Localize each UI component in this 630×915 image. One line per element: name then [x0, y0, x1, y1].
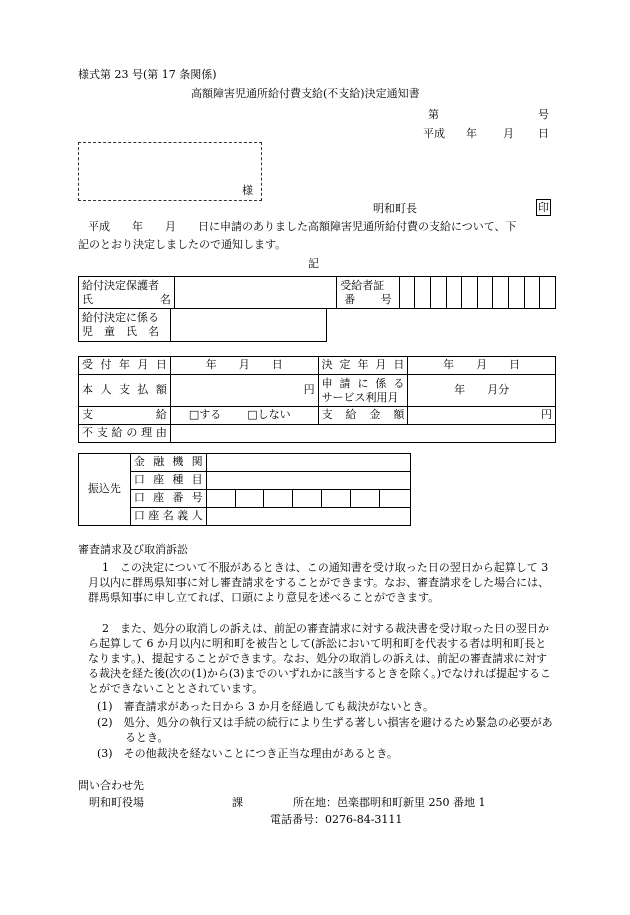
reason-label: 不支給の理由: [79, 425, 171, 443]
guardian-name-label: [79, 277, 175, 309]
reason-field[interactable]: [170, 425, 555, 443]
guardian-label-line1: 給付決定保護者: [82, 278, 159, 292]
guardian-label-char-1: 氏: [82, 292, 93, 306]
date-year: 年: [466, 127, 477, 140]
contact-phone: 電話番号：0276-84-3111: [270, 813, 403, 826]
doc-number-suffix: 号: [538, 108, 549, 121]
decision-date-label: 決定年月日: [318, 357, 408, 375]
child-name-label: [79, 309, 171, 342]
account-digit-4[interactable]: [293, 490, 322, 508]
certificate-digit-10[interactable]: [540, 277, 556, 309]
contact-heading: 問い合わせ先: [78, 779, 144, 792]
cert-label-char-1: 番: [344, 292, 356, 306]
decision-date-value[interactable]: 年 月 日: [408, 357, 556, 375]
certificate-digit-7[interactable]: [493, 277, 509, 309]
payment-label: 支 給: [79, 407, 171, 425]
issuer-name: 明和町長: [373, 202, 417, 215]
contact-section: 課: [232, 796, 243, 809]
account-digit-6[interactable]: [351, 490, 380, 508]
document-title: 高額障害児通所給付費支給(不支給)決定通知書: [191, 87, 420, 100]
notice-paragraph-2: 2 また、処分の取消しの訴えは、前記の審査請求に対する裁決書を受け取った日の翌日から起算して 6 か月以内に明和町を被告として(訴訟において明和町を代表する者は明和町長となります。)、提起することができます。なお、処分の取消しの訴えは、前記の審査請求に対する裁決を経た後(次の(1)から(3)までのいずれかに該当するときを除く。)でなければ提起することができないこととされています。: [88, 622, 552, 695]
account-holder-label: 口座名義人: [130, 508, 206, 526]
certificate-digit-2[interactable]: [415, 277, 431, 309]
notice-item-2: (2) 処分、処分の執行又は手続の続行により生ずる著しい損害を避けるため緊急の必要があるとき。: [97, 716, 553, 744]
received-date-value[interactable]: 年 月 日: [170, 357, 318, 375]
guardian-name-field[interactable]: [174, 277, 336, 309]
self-pay-label: 本人支払額: [79, 375, 171, 407]
certificate-digit-1[interactable]: [399, 277, 415, 309]
form-number: 様式第 23 号(第 17 条関係): [78, 68, 217, 81]
notice-item-3: (3) その他裁決を経ないことにつき正当な理由があるとき。: [97, 747, 398, 760]
certificate-digit-4[interactable]: [446, 277, 462, 309]
child-label-line1: 給付決定に係る: [82, 311, 159, 324]
recipient-address-box[interactable]: [78, 142, 262, 201]
account-number-label: 口座番号: [130, 490, 206, 508]
account-holder-field[interactable]: [206, 508, 410, 526]
intro-line-2: 記のとおり決定しましたので通知します。: [78, 238, 287, 251]
received-date-label: 受付年月日: [79, 357, 171, 375]
amount-label: 支給金額: [318, 407, 408, 425]
account-type-field[interactable]: [206, 472, 410, 490]
contact-address: 所在地：邑楽郡明和町新里 250 番地 1: [293, 796, 486, 809]
service-month-value[interactable]: 年 月分: [408, 375, 556, 407]
payment-option-no[interactable]: □しない: [244, 407, 318, 425]
child-info-table: [78, 308, 327, 342]
child-label-line2: 児 童 氏 名: [82, 325, 159, 338]
payment-option-yes[interactable]: □する: [170, 407, 244, 425]
child-name-field[interactable]: [170, 309, 326, 342]
guardian-label-char-2: 名: [159, 292, 171, 306]
seal-mark: 印: [538, 201, 549, 214]
intro-line-1: 平成 年 月 日に申請のありました高額障害児通所給付費の支給について、下: [88, 220, 517, 233]
date-day: 日: [538, 127, 549, 140]
certificate-number-label: [337, 277, 399, 309]
cert-label-char-2: 号: [380, 292, 392, 306]
account-digit-7[interactable]: [380, 490, 411, 508]
notice-item-1: (1) 審査請求があった日から 3 か月を経過しても裁決がないとき。: [97, 700, 435, 713]
notice-heading: 審査請求及び取消訴訟: [78, 543, 188, 556]
service-label-line2: サービス利用月: [321, 390, 399, 404]
date-month: 月: [503, 127, 514, 140]
bank-table: [78, 453, 411, 526]
service-month-label: [318, 375, 408, 407]
certificate-digit-8[interactable]: [509, 277, 525, 309]
notice-paragraph-1: 1 この決定について不服があるときは、この通知書を受け取った日の翌日から起算して 3 月以内に群馬県知事に対し審査請求をすることができます。なお、審査請求をした場合には、群馬県知事に申し立てれば、口頭により意見を述べることができます。: [88, 561, 550, 604]
account-digit-5[interactable]: [322, 490, 351, 508]
certificate-digit-9[interactable]: [524, 277, 540, 309]
contact-office: 明和町役場: [89, 796, 144, 809]
certificate-digit-3[interactable]: [430, 277, 446, 309]
recipient-info-table: [78, 276, 556, 309]
certificate-digit-5[interactable]: [462, 277, 478, 309]
amount-value[interactable]: 円: [408, 407, 556, 425]
bank-institution-label: 金融機関: [130, 454, 206, 472]
certificate-digit-6[interactable]: [477, 277, 493, 309]
account-digit-3[interactable]: [264, 490, 293, 508]
service-label-line1: 申請に係る: [321, 376, 405, 390]
recipient-honorific: 様: [242, 184, 253, 197]
date-era: 平成: [423, 127, 445, 140]
decision-table: [78, 356, 556, 443]
cert-label-line1: 受給者証: [340, 278, 385, 292]
bank-title: 振込先: [79, 454, 131, 526]
ki-heading: 記: [308, 257, 319, 270]
account-digit-1[interactable]: [206, 490, 235, 508]
account-digit-2[interactable]: [235, 490, 264, 508]
account-type-label: 口座種目: [130, 472, 206, 490]
bank-institution-field[interactable]: [206, 454, 410, 472]
self-pay-value[interactable]: 円: [170, 375, 318, 407]
doc-number-prefix: 第: [428, 108, 439, 121]
